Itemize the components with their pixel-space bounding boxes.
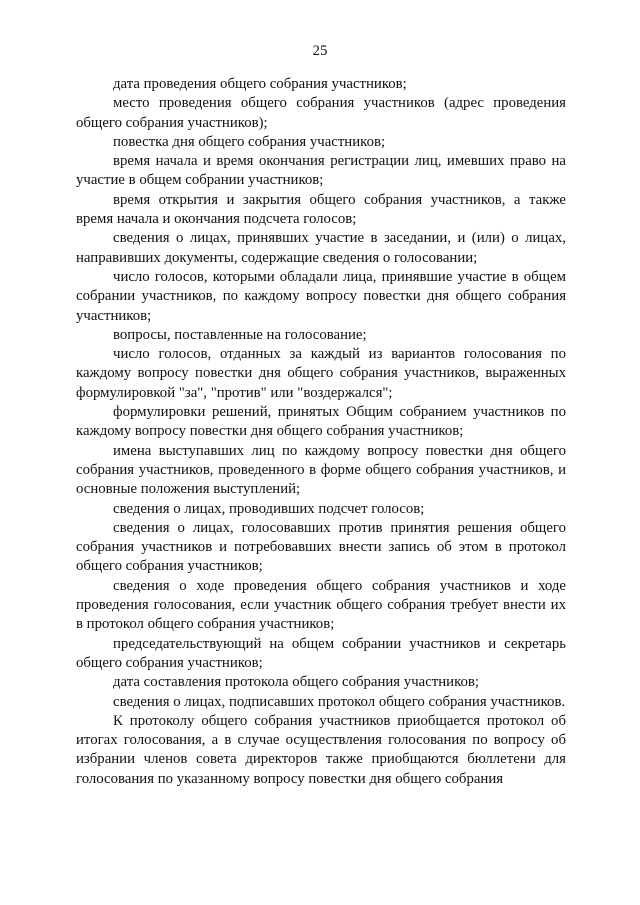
paragraph: время начала и время окончания регистрации лиц, имевших право на участие в общем собрании участников; <box>76 153 566 189</box>
paragraph: сведения о лицах, голосовавших против принятия решения общего собрания участников и потребовавших внести запись об этом в протокол общего собрания участников; <box>76 519 566 575</box>
paragraph: дата составления протокола общего собрания участников; <box>113 674 480 691</box>
paragraph: председательствующий на общем собрании участников и секретарь общего собрания участников; <box>76 635 566 671</box>
paragraph: повестка дня общего собрания участников; <box>113 133 386 150</box>
paragraph: время открытия и закрытия общего собрания участников, а также время начала и окончания подсчета голосов; <box>76 191 566 228</box>
paragraph: сведения о лицах, проводивших подсчет голосов; <box>113 500 425 517</box>
paragraph: сведения о ходе проведения общего собрания участников и ходе проведения голосования, если участник общего собрания требует внести их в протокол общего собрания участников; <box>76 577 566 633</box>
paragraph: имена выступавших лиц по каждому вопросу повестки дня общего собрания участников, проведенного в форме общего собрания участников, и основные положения выступлений; <box>76 442 566 498</box>
page-number: 25 <box>312 43 328 59</box>
paragraph: дата проведения общего собрания участников; <box>113 76 407 92</box>
paragraph: сведения о лицах, принявших участие в заседании, и (или) о лицах, направивших документы, содержащие сведения о голосовании; <box>76 230 566 266</box>
paragraph: К протоколу общего собрания участников приобщается протокол об итогах голосования, а в случае осуществления голосования по вопросу об избрании членов совета директоров также приобщаются бюллетени для голосования по указанному вопросу повестки дня общего собрания <box>76 712 566 787</box>
paragraph: число голосов, отданных за каждый из вариантов голосования по каждому вопросу повестки дня общего собрания участников, выраженных формулировкой "за", "против" или "воздержался"; <box>76 346 566 401</box>
paragraph: число голосов, которыми обладали лица, принявшие участие в общем собрании участников, по каждому вопросу повестки дня общего собрания участников; <box>76 268 566 324</box>
paragraph: формулировки решений, принятых Общим собранием участников по каждому вопросу повестки дня общего собрания участников; <box>76 404 566 440</box>
document-body <box>76 75 566 789</box>
paragraph: место проведения общего собрания участников (адрес проведения общего собрания участников); <box>76 95 566 131</box>
paragraph: вопросы, поставленные на голосование; <box>113 326 367 343</box>
paragraph: сведения о лицах, подписавших протокол общего собрания участников. <box>113 693 566 710</box>
